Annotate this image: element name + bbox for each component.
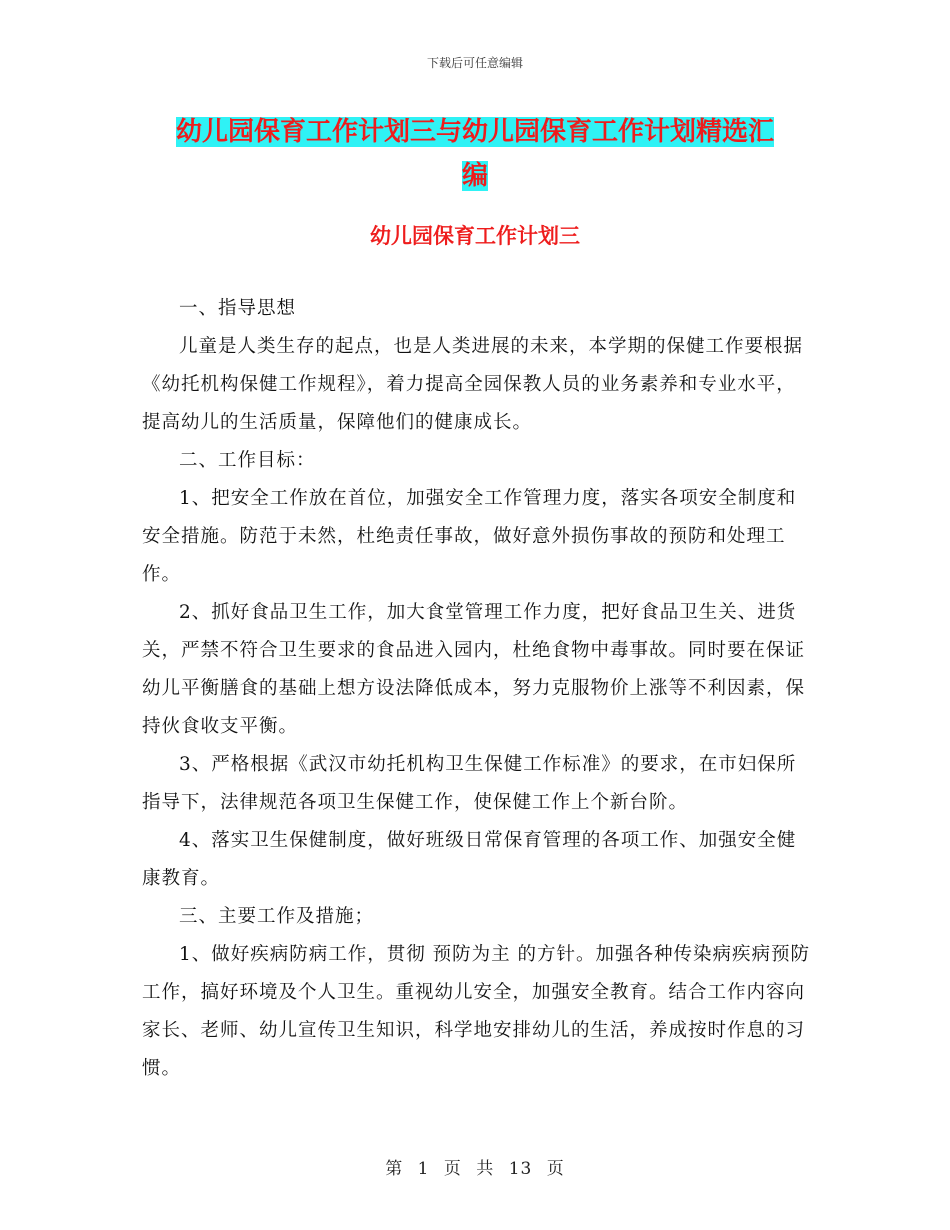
document-title bbox=[150, 110, 800, 198]
page-footer bbox=[0, 1154, 950, 1179]
paragraph-goal-3: 3、严格根据《武汉市幼托机构卫生保健工作标准》的要求，在市妇保所指导下，法律规范各项卫生保健工作，使保健工作上个新台阶。 bbox=[142, 754, 797, 813]
paragraph-measure-1: 1、做好疾病防病工作，贯彻 预防为主 的方针。加强各种传染病疾病预防工作，搞好环境及个人卫生。重视幼儿安全，加强安全教育。结合工作内容向家长、老师、幼儿宣传卫生知识，科学地安排幼儿的生活，养成按时作息的习惯。 bbox=[142, 944, 811, 1079]
paragraph-goal-2: 2、抓好食品卫生工作，加大食堂管理工作力度，把好食品卫生关、进货关，严禁不符合卫生要求的食品进入园内，杜绝食物中毒事故。同时要在保证幼儿平衡膳食的基础上想方设法降低成本，努力克服物价上涨等不利因素，保持伙食收支平衡。 bbox=[142, 602, 806, 737]
heading-main-work: 三、主要工作及措施； bbox=[179, 906, 375, 927]
body-text bbox=[142, 290, 812, 1088]
footer-prefix: 第 bbox=[385, 1159, 404, 1179]
footer-page-word: 页 bbox=[443, 1159, 462, 1179]
paragraph-intro: 儿童是人类生存的起点，也是人类进展的未来，本学期的保健工作要根据《幼托机构保健工作规程》，着力提高全园保教人员的业务素养和专业水平，提高幼儿的生活质量，保障他们的健康成长。 bbox=[142, 336, 804, 433]
footer-page-number: 1 bbox=[417, 1159, 430, 1179]
document-title-line1: 幼儿园保育工作计划三与幼儿园保育工作计划精选汇 bbox=[175, 117, 774, 147]
heading-guiding-ideology: 一、指导思想 bbox=[179, 298, 297, 319]
paragraph-goal-1: 1、把安全工作放在首位，加强安全工作管理力度，落实各项安全制度和安全措施。防范于未然，杜绝责任事故，做好意外损伤事故的预防和处理工作。 bbox=[142, 488, 797, 585]
heading-work-goals: 二、工作目标： bbox=[179, 450, 316, 471]
section-title: 幼儿园保育工作计划三 bbox=[370, 223, 580, 248]
header-note: 下载后可任意编辑 bbox=[426, 56, 523, 70]
footer-suffix: 页 bbox=[546, 1159, 565, 1179]
footer-total-prefix: 共 bbox=[476, 1159, 495, 1179]
paragraph-goal-4: 4、落实卫生保健制度，做好班级日常保育管理的各项工作、加强安全健康教育。 bbox=[142, 830, 797, 889]
footer-total-pages: 13 bbox=[508, 1159, 533, 1179]
document-title-line2: 编 bbox=[461, 161, 488, 191]
